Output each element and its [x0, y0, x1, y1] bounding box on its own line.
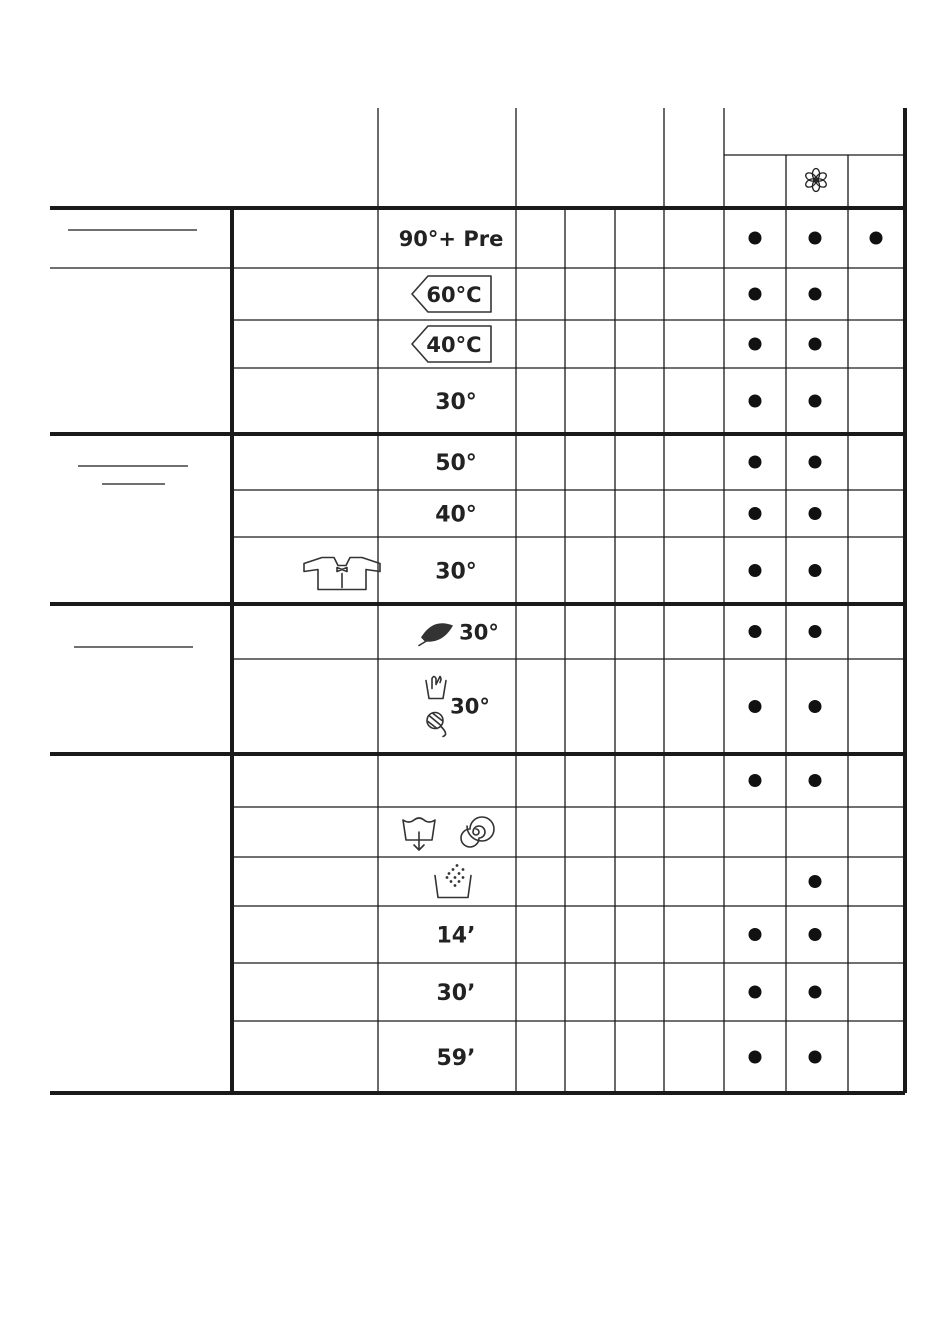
suitability-dot — [749, 928, 762, 941]
flower-icon — [804, 169, 828, 192]
suitability-dot — [809, 232, 822, 245]
suitability-dot — [809, 456, 822, 469]
suitability-dot — [809, 564, 822, 577]
suitability-dot — [809, 507, 822, 520]
suitability-dot — [749, 986, 762, 999]
table-grid — [50, 108, 905, 1093]
suitability-dot — [749, 774, 762, 787]
rinse-icon — [435, 864, 471, 897]
suitability-dot — [749, 456, 762, 469]
suitability-dot — [809, 338, 822, 351]
suitability-dot — [809, 625, 822, 638]
suitability-dot — [809, 928, 822, 941]
temperature-symbol: 40° — [435, 502, 477, 528]
suitability-dot — [809, 774, 822, 787]
suitability-dot — [809, 395, 822, 408]
temperature-symbol: 30° — [435, 390, 477, 415]
suitability-dot — [749, 232, 762, 245]
suitability-dot — [749, 288, 762, 301]
suitability-dot — [749, 1051, 762, 1064]
table-dots — [749, 232, 883, 1064]
handwash-icon — [426, 677, 446, 699]
suitability-dot — [809, 875, 822, 888]
temperature-symbol: 30° — [450, 694, 490, 719]
suitability-dot — [870, 232, 883, 245]
temperature-symbol: 50° — [435, 451, 477, 476]
temperature-symbol: 30’ — [436, 981, 476, 1006]
wool-icon — [427, 713, 446, 737]
spin-icon — [461, 817, 494, 847]
suitability-dot — [749, 564, 762, 577]
feather-icon — [419, 623, 453, 645]
suitability-dot — [809, 986, 822, 999]
suitability-dot — [749, 700, 762, 713]
temperature-symbol: 59’ — [436, 1046, 476, 1071]
suitability-dot — [749, 625, 762, 638]
shirt-icon — [304, 558, 380, 590]
temperature-symbol: 14’ — [436, 923, 476, 949]
temperature-symbol: 60°C — [426, 283, 482, 307]
temperature-symbol: 90°+ Pre — [398, 227, 504, 251]
temperature-symbol: 40°C — [426, 333, 482, 357]
suitability-dot — [749, 507, 762, 520]
drain-icon — [403, 818, 435, 850]
temperature-symbol: 30° — [459, 620, 499, 645]
suitability-dot — [749, 395, 762, 408]
suitability-dot — [809, 1051, 822, 1064]
suitability-dot — [749, 338, 762, 351]
table-symbols — [399, 227, 504, 1071]
suitability-dot — [809, 700, 822, 713]
table-icons — [304, 169, 828, 898]
temperature-symbol: 30° — [435, 559, 477, 585]
suitability-dot — [809, 288, 822, 301]
